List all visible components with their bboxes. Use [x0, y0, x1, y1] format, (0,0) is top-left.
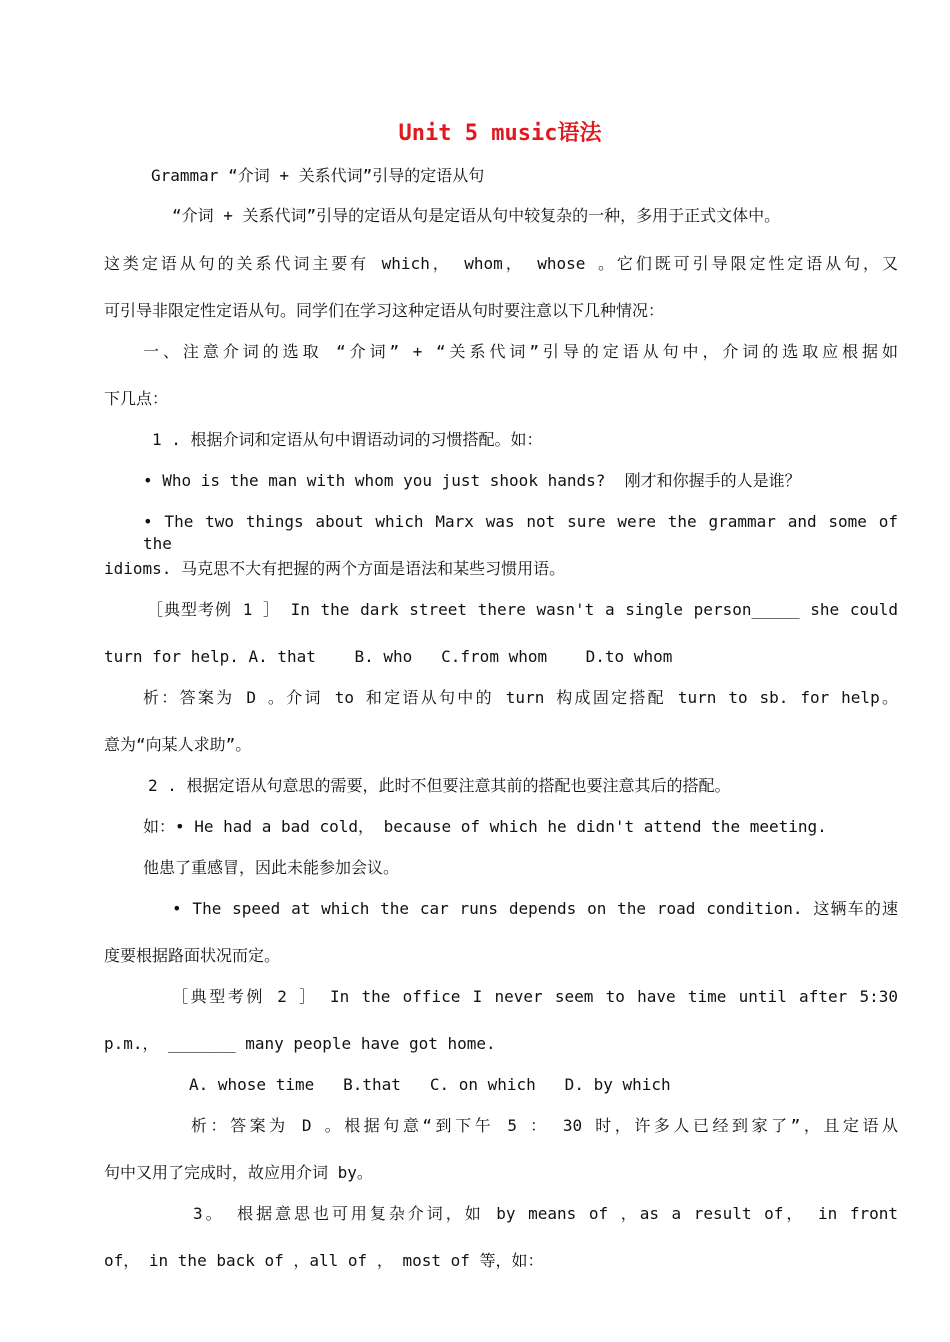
rule-item: 1 . 根据介词和定语从句中谓语动词的习惯搭配。如：	[152, 430, 543, 449]
exam-options: turn for help. A. that B. who C.from whom D.to whom	[104, 647, 673, 666]
example-sentence: 度要根据路面状况而定。	[104, 946, 281, 965]
paragraph-line: 下几点：	[104, 389, 169, 408]
example-sentence: • Who is the man with whom you just shook hands? 刚才和你握手的人是谁？	[143, 471, 801, 490]
paragraph-line: 可引导非限定性定语从句。同学们在学习这种定语从句时要注意以下几种情况：	[104, 301, 665, 320]
answer-analysis: 析：答案为 D 。介词 to 和定语从句中的 turn 构成固定搭配 turn to sb. for help。	[143, 688, 898, 707]
answer-analysis: 析：答案为 D 。根据句意“到下午 5 ： 30 时，许多人已经到家了”，且定语从	[191, 1116, 898, 1135]
example-translation: 他患了重感冒，因此未能参加会议。	[143, 858, 400, 877]
exam-options: A. whose time B.that C. on which D. by which	[189, 1075, 671, 1094]
exam-question: p.m.， _______ many people have got home.	[104, 1034, 496, 1053]
rule-item: of， in the back of ，all of ， most of 等，如：	[104, 1251, 544, 1270]
example-sentence: • The speed at which the car runs depends on the road condition. 这辆车的速	[172, 899, 898, 918]
exam-question: ［典型考例 1 ］ In the dark street there wasn't a single person_____ she could	[147, 600, 898, 619]
example-sentence: 如：• He had a bad cold， because of which he didn't attend the meeting.	[143, 817, 827, 836]
example-sentence: • The two things about which Marx was not sure were the grammar and some of the	[143, 512, 898, 553]
rule-item: 2 . 根据定语从句意思的需要，此时不但要注意其前的搭配也要注意其后的搭配。	[148, 776, 731, 795]
answer-analysis: 句中又用了完成时，故应用介词 by。	[104, 1163, 373, 1182]
section-heading: Grammar “介词 + 关系代词”引导的定语从句	[151, 166, 485, 185]
paragraph-line: “介词 + 关系代词”引导的定语从句是定语从句中较复杂的一种，多用于正式文体中。	[172, 206, 781, 225]
paragraph-line: 这类定语从句的关系代词主要有 which， whom， whose 。它们既可引导限定性定语从句，又	[104, 254, 898, 273]
subheading-line: 一、注意介词的选取 “介词” + “关系代词”引导的定语从句中，介词的选取应根据如	[143, 342, 898, 361]
rule-item: 3。 根据意思也可用复杂介词，如 by means of ，as a result of， in front	[193, 1204, 898, 1223]
exam-question: ［典型考例 2 ］ In the office I never seem to have time until after 5:30	[172, 987, 898, 1006]
answer-analysis: 意为“向某人求助”。	[104, 735, 252, 754]
example-sentence: idioms. 马克思不大有把握的两个方面是语法和某些习惯用语。	[104, 559, 566, 578]
page-title: Unit 5 music语法	[398, 121, 602, 146]
